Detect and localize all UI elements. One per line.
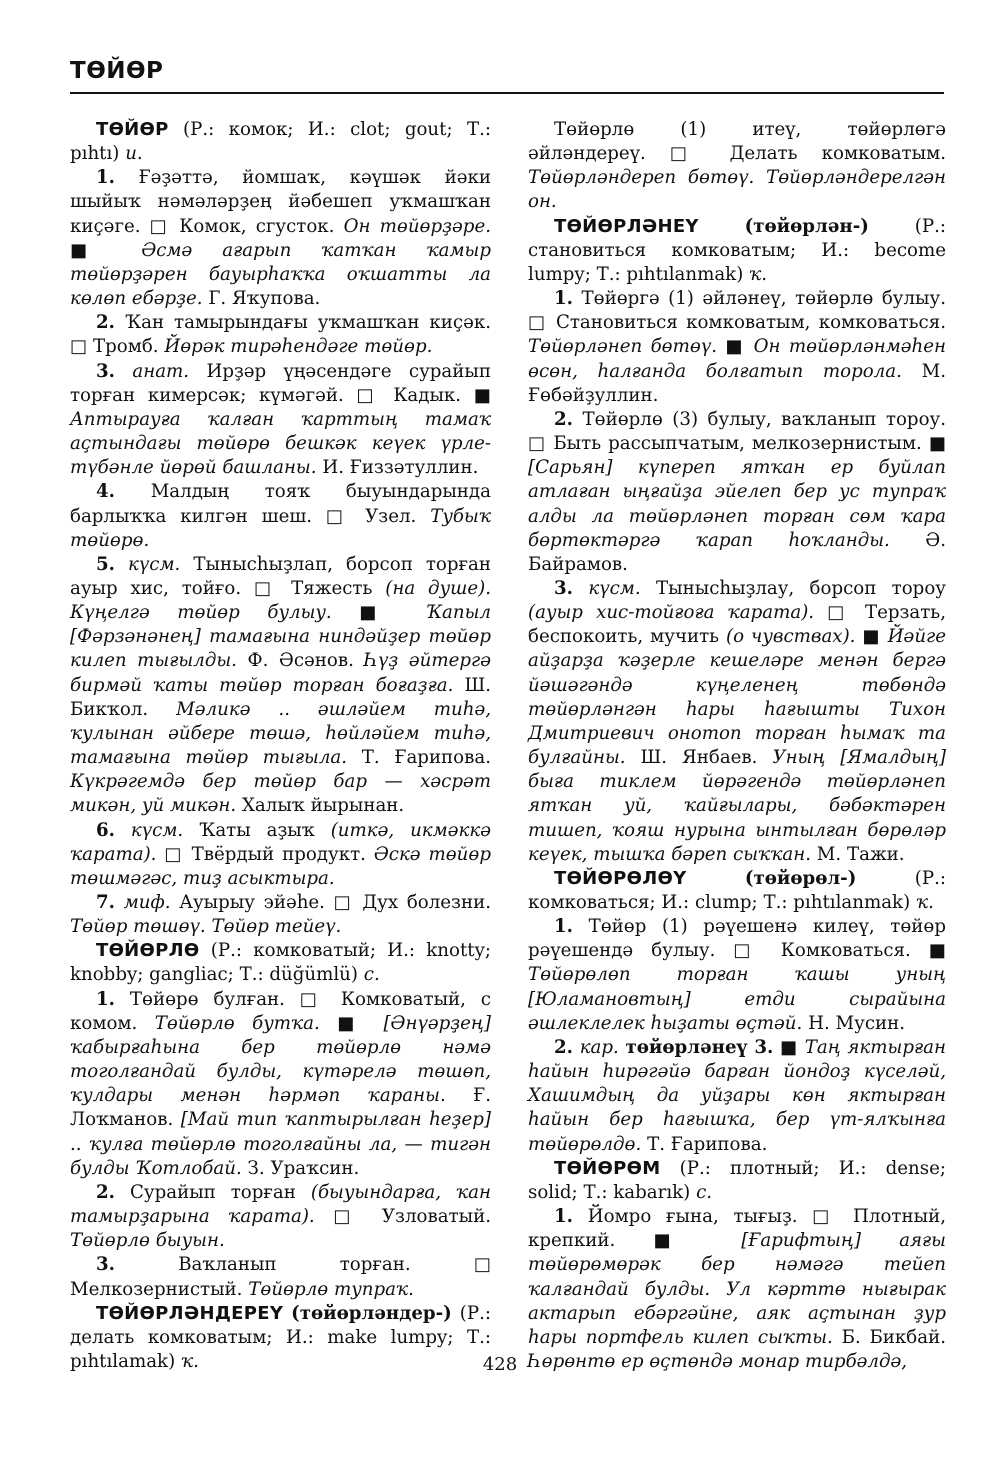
running-head: ТӨЙӨР <box>70 58 164 84</box>
sense-2: 2. кар. төйөрләнеү 3. ■ Таң яктырған һайын һирәгәйә барған йондоҙ күселәй, Хашимдың да уйҙары көн яктырған һайын бер һағышҡа, бер үт-ялҡынға төйөрөлдө. Т. Ғарипова. <box>528 1036 946 1155</box>
sense-3: 3. анат. Ирҙәр үңәсендәге сурайып торған кимерсәк; күмәгәй. □ Кадык. ■ Аптырауға ҡалған ҡарттың тамаҡ аҫтындағы төйөрө бешкәк кеүек үрле-түбәнле йөрөй башланы. И. Ғиззәтуллин. <box>70 360 491 479</box>
page-number: 428 <box>482 1354 518 1375</box>
sense-2: 2. Сурайып торған (быуындарға, ҡан тамырҙарына ҡарата). □ Узловатый. Төйөрлө быуын. <box>70 1181 491 1252</box>
right-column <box>528 118 946 1374</box>
entry-toyorolow: ТӨЙӨРӨЛӨҮ (төйөрөл-) (Р.: комковаться; И.: clump; Т.: pıhtılanmak) ҡ. <box>528 867 946 913</box>
entry-toyor: ТӨЙӨР (Р.: комок; И.: clot; gout; Т.: pıhtı) и. <box>70 119 491 165</box>
headword: ТӨЙӨРЛӨ <box>96 940 200 962</box>
sense-6: 6. күсм. Ҡаты аҙыҡ (иткә, икмәккә ҡарата). □ Твёрдый продукт. Әскә төйөр төшмәгәс, тиҙ асыктыра. <box>70 819 491 889</box>
sense-1: 1. Төйөргә (1) әйләнеү, төйөрлө булыу. □ Становиться комковатым, комковаться. Төйөрләнеп бөтөү. ■ Он төйөрләнмәһен өсөн, һалғанда болғатып торола. М. Ғөбәйҙуллин. <box>528 288 946 406</box>
sense-2: 2. Ҡан тамырындағы уҡмашҡан киҫәк. □ Тромб. Йөрәк тирәһендәге төйөр. <box>70 312 491 358</box>
sense-1: 1. Йомро ғына, тығыҙ. □ Плотный, крепкий. ■ [Ғарифтың] аяғы төйөрөмөрәк бер нәмәгә тейеп ҡалғандай булды. Ул кәрттө нығырак актарып ебәргәйне, аяк аҫтынан ҙур һары портфель килеп сыҡты. Б. Бикбай. Һөрөнтө ер өҫтөндә монар тирбәлдә, <box>528 1206 946 1372</box>
sense-1: 1. Ғәҙәттә, йомшаҡ, кәүшәк йәки шыйыҡ нәмәләрҙең йәбешеп уҡмашҡан киҫәге. □ Комок, сгусток. Он төйөрҙәре. ■ Әсмә ағарып ҡатҡан ҡамыр төйөрҙәрен бауырһаҡҡа оҡшатты ла көлөп ебәрҙе. Г. Яҡупова. <box>70 167 491 310</box>
entry-toyorom: ТӨЙӨРӨМ (Р.: плотный; И.: dense; solid; Т.: kabarık) с. <box>528 1157 946 1203</box>
sense-4: 4. Малдың тояҡ быуындарында барлыҡҡа килгән шеш. □ Узел. Тубыҡ төйөрө. <box>70 481 491 551</box>
sense-1: 1. Төйөр (1) рәүешенә килеү, төйөр рәүешендә булыу. □ Комковаться. ■ Төйөрөлөп торған ҡашы уның [Юламановтың] етди сырайына әшлеклелек һыҙаты өҫтәй. Н. Мусин. <box>528 916 946 1034</box>
sense-3: 3. Ваҡланып торған. □ Мелкозернистый. Төйөрлө тупраҡ. <box>70 1254 491 1300</box>
entry-toyorlo: ТӨЙӨРЛӨ (Р.: комковатый; И.: knotty; knobby; gangliac; Т.: düğümlü) с. <box>70 940 491 986</box>
headword: ТӨЙӨРӨЛӨҮ <box>554 867 687 889</box>
sense-3: 3. күсм. Тынысһыҙлау, борсоп тороу (ауыр хис-тойғоға ҡарата). □ Терзать, беспокоить, мучить (о чувствах). ■ Йәйге айҙарҙа ҡәҙерле кешеләре менән бергә йәшәгәндә күңеленең төбөндә төйөрләнгән һары һағышты Тихон Дмитриевич онотоп торған һымаҡ та булғайны. Ш. Янбаев. Уның [Ямалдың] быға тиклем йөрәгендә төйөрләнеп ятҡан уй, ҡайғылары, бәбәктәрен тишеп, ҡояш нурына ынтылған бөрөләр кеүек, тышҡа бәреп сыҡҡан. М. Тажи. <box>528 577 946 865</box>
entry-toyorlanderew: ТӨЙӨРЛӘНДЕРЕҮ (төйөрләндер-) (Р.: делать комковатым; И.: make lumpy; Т.: pıhtılamak) ҡ. <box>70 1302 491 1372</box>
headword: ТӨЙӨРЛӘНДЕРЕҮ <box>96 1302 284 1324</box>
entry-continuation: Төйөрлө (1) итеү, төйөрлөгә әйләндереү. □ Делать комковатым. Төйөрләндереп бөтөү. Төйөрләндерелгән он. <box>528 119 946 213</box>
sense-7: 7. миф. Ауырыу эйәһе. □ Дух болезни. Төйөр төшөү. Төйөр тейеү. <box>70 892 491 938</box>
headword: ТӨЙӨРӨМ <box>554 1157 661 1179</box>
sense-5: 5. күсм. Тынысһыҙлап, борсоп торған ауыр хис, тойғо. □ Тяжесть (на душе). Күңелгә төйөр булыу. ■ Ҡапыл [Фәрзәнәнең] тамағына ниндәйҙер төйөр килеп тығылды. Ф. Әсәнов. Һүҙ әйтергә бирмәй ҡаты төйөр торған боғаҙға. Ш. Бикҡол. Мәликә .. әшләйем тиһә, ҡулынан әйбере төшә, һөйләйем тиһә, тамағына төйөр тығыла. Т. Ғарипова. Күкрәгемдә бер төйөр бар — хәсрәт микән, уй микән. Халыҡ йырынан. <box>70 553 491 817</box>
sense-2: 2. Төйөрлө (3) булыу, ваҡланып тороу. □ Быть рассыпчатым, мелкозернистым. ■ [Сарьян] күпереп ятҡан ер буйлап атлаған ыңғайҙа эйелеп бер ус тупраҡ алды ла төйөрләнеп торған сөм ҡара бөртөктәргә ҡарап һоҡланды. Ә. Байрамов. <box>528 408 946 575</box>
header-rule <box>70 92 944 94</box>
headword: ТӨЙӨРЛӘНЕҮ <box>554 215 699 237</box>
entry-toyorlanew: ТӨЙӨРЛӘНЕҮ (төйөрлән-) (Р.: становиться комковатым; И.: become lumpy; Т.: pıhtılanmak) ҡ. <box>528 215 946 285</box>
left-column <box>70 118 491 1374</box>
headword: ТӨЙӨР <box>96 119 169 140</box>
sense-1: 1. Төйөрө булған. □ Комковатый, с комом. Төйөрлө бутҡа. ■ [Әнүәрҙең] ҡабырғаһына бер төйөрлө нәмә тоголғандай булды, күтәрелә төшөп, ҡулдары менән һәрмәп ҡараны. Ғ. Лоҡманов. [Май тип ҡаптырылған һеҙер] .. ҡулға төйөрлө тоголғайны ла, — тигән булды Ҡотлобай. З. Ураҡсин. <box>70 988 491 1179</box>
